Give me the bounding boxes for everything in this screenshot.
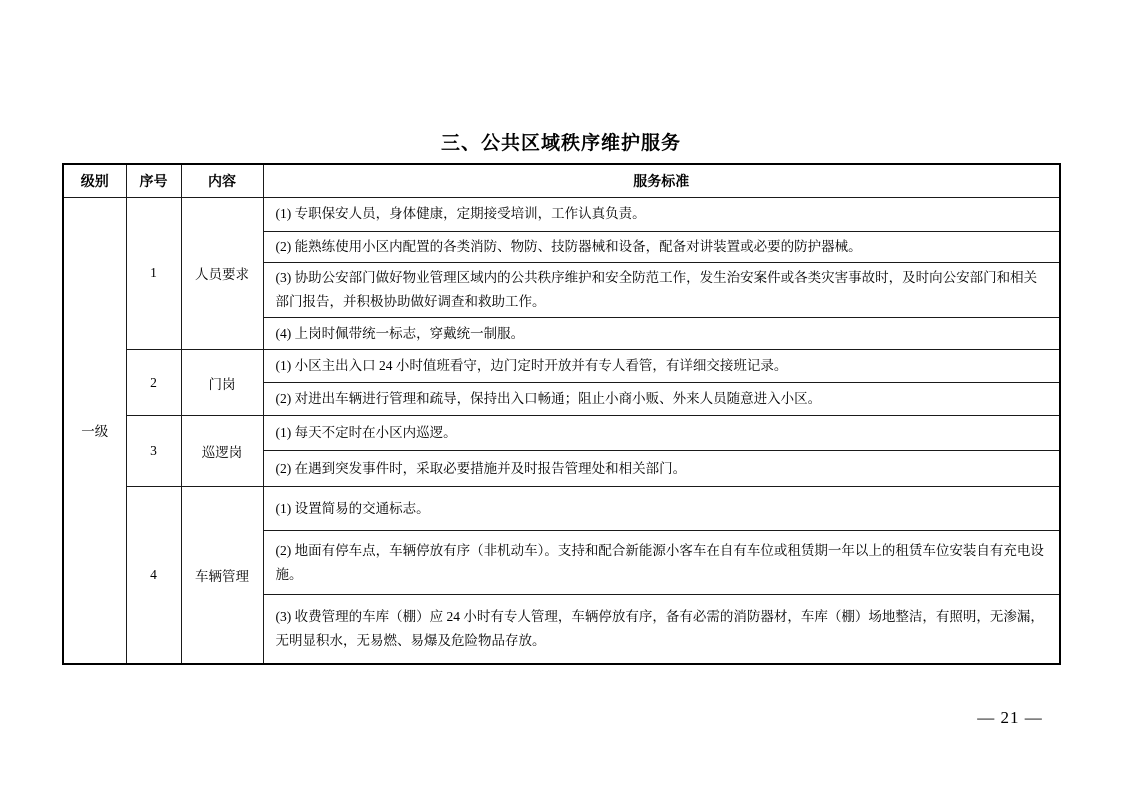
group-number-cell: 1	[126, 197, 181, 350]
header-standard: 服务标准	[263, 164, 1060, 197]
standard-cell: (1) 设置简易的交通标志。	[263, 487, 1060, 531]
table-row	[63, 197, 1060, 231]
group-number-cell: 2	[126, 350, 181, 416]
header-content: 内容	[181, 164, 263, 197]
standard-cell: (4) 上岗时佩带统一标志，穿戴统一制服。	[263, 318, 1060, 350]
standard-cell: (3) 收费管理的车库（棚）应 24 小时有专人管理，车辆停放有序，备有必需的消防器材，车库（棚）场地整洁，有照明，无渗漏，无明显积水，无易燃、易爆及危险物品存放。	[263, 595, 1060, 664]
service-standard-table	[62, 163, 1061, 665]
group-content-cell: 巡逻岗	[181, 416, 263, 487]
header-level: 级别	[63, 164, 126, 197]
table-row	[63, 487, 1060, 531]
table-row	[63, 350, 1060, 383]
standard-cell: (2) 能熟练使用小区内配置的各类消防、物防、技防器械和设备，配备对讲装置或必要的防护器械。	[263, 231, 1060, 262]
group-number-cell: 3	[126, 416, 181, 487]
table-row	[63, 416, 1060, 451]
standard-cell: (1) 小区主出入口 24 小时值班看守，边门定时开放并有专人看管，有详细交接班记录。	[263, 350, 1060, 383]
standard-cell: (2) 在遇到突发事件时，采取必要措施并及时报告管理处和相关部门。	[263, 451, 1060, 487]
level-cell: 一级	[63, 197, 126, 664]
group-content-cell: 车辆管理	[181, 487, 263, 664]
standard-cell: (3) 协助公安部门做好物业管理区域内的公共秩序维护和安全防范工作，发生治安案件或各类灾害事故时，及时向公安部门和相关部门报告，并积极协助做好调查和救助工作。	[263, 262, 1060, 318]
standard-cell: (2) 对进出车辆进行管理和疏导，保持出入口畅通；阻止小商小贩、外来人员随意进入小区。	[263, 383, 1060, 416]
standard-cell: (1) 专职保安人员，身体健康，定期接受培训，工作认真负责。	[263, 197, 1060, 231]
table-header-row	[63, 164, 1060, 197]
header-number: 序号	[126, 164, 181, 197]
document-title: 三、公共区域秩序维护服务	[440, 133, 681, 154]
standard-cell: (2) 地面有停车点，车辆停放有序（非机动车）。支持和配合新能源小客车在自有车位或租赁期一年以上的租赁车位安装自有充电设施。	[263, 531, 1060, 595]
group-number-cell: 4	[126, 487, 181, 664]
group-content-cell: 人员要求	[181, 197, 263, 350]
standard-cell: (1) 每天不定时在小区内巡逻。	[263, 416, 1060, 451]
group-content-cell: 门岗	[181, 350, 263, 416]
page-number: — 21 —	[977, 708, 1043, 727]
